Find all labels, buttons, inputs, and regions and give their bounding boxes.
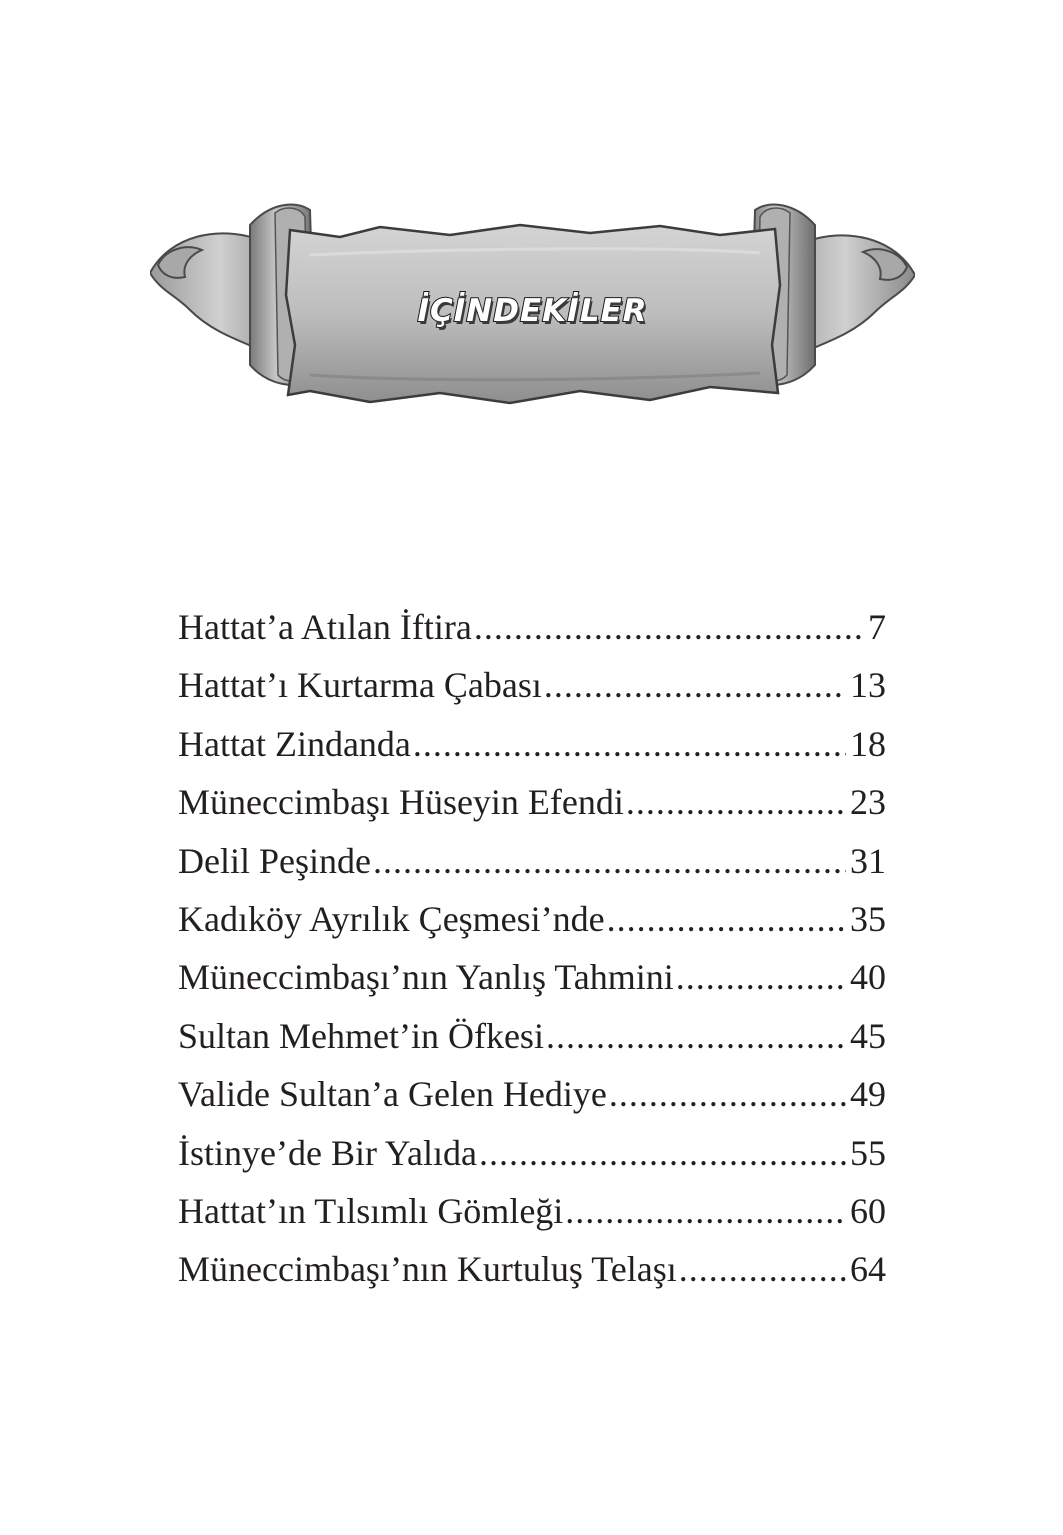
toc-entry-title: Hattat’a Atılan İftira bbox=[178, 607, 472, 647]
toc-leader-dots bbox=[479, 1124, 846, 1182]
toc-entry-title: Hattat Zindanda bbox=[178, 723, 411, 764]
toc-leader-dots bbox=[474, 598, 864, 656]
table-of-contents bbox=[178, 598, 886, 1299]
toc-entry bbox=[178, 1240, 886, 1298]
toc-entry-title: Delil Peşinde bbox=[178, 840, 371, 881]
toc-entry-page: 18 bbox=[850, 723, 886, 764]
toc-entry-title: Müneccimbaşı’nın Kurtuluş Telaşı bbox=[178, 1249, 677, 1290]
toc-leader-dots bbox=[373, 832, 846, 890]
toc-entry bbox=[178, 1007, 886, 1065]
toc-leader-dots bbox=[544, 656, 846, 714]
page-title: İÇİNDEKİLER bbox=[417, 293, 648, 329]
toc-leader-dots bbox=[626, 773, 846, 831]
toc-entry bbox=[178, 1065, 886, 1123]
toc-entry-title: Hattat’ı Kurtarma Çabası bbox=[178, 665, 542, 706]
toc-entry bbox=[178, 656, 886, 714]
toc-entry bbox=[178, 890, 886, 948]
scroll-banner bbox=[150, 195, 915, 415]
toc-leader-dots bbox=[565, 1182, 846, 1240]
toc-entry-page: 64 bbox=[850, 1249, 886, 1290]
toc-entry-page: 7 bbox=[868, 607, 886, 647]
toc-leader-dots bbox=[546, 1007, 846, 1065]
toc-entry bbox=[178, 1124, 886, 1182]
toc-leader-dots bbox=[413, 715, 846, 773]
toc-leader-dots bbox=[607, 890, 846, 948]
toc-entry-title: Müneccimbaşı’nın Yanlış Tahmini bbox=[178, 957, 674, 998]
toc-entry-page: 45 bbox=[850, 1015, 886, 1056]
toc-leader-dots bbox=[609, 1065, 846, 1123]
toc-entry-title: Sultan Mehmet’in Öfkesi bbox=[178, 1015, 544, 1056]
toc-leader-dots bbox=[676, 948, 846, 1006]
toc-entry-title: Valide Sultan’a Gelen Hediye bbox=[178, 1074, 607, 1115]
toc-entry-page: 49 bbox=[850, 1074, 886, 1115]
toc-entry bbox=[178, 832, 886, 890]
toc-entry-title: Müneccimbaşı Hüseyin Efendi bbox=[178, 782, 624, 823]
toc-entry bbox=[178, 598, 886, 656]
toc-entry-page: 13 bbox=[850, 665, 886, 706]
toc-entry bbox=[178, 773, 886, 831]
toc-entry bbox=[178, 948, 886, 1006]
toc-entry-page: 40 bbox=[850, 957, 886, 998]
toc-entry-page: 23 bbox=[850, 782, 886, 823]
toc-entry bbox=[178, 715, 886, 773]
toc-entry-title: İstinye’de Bir Yalıda bbox=[178, 1132, 477, 1173]
toc-entry-title: Hattat’ın Tılsımlı Gömleği bbox=[178, 1190, 564, 1231]
toc-entry-title: Kadıköy Ayrılık Çeşmesi’nde bbox=[178, 898, 605, 939]
toc-entry-page: 60 bbox=[850, 1190, 886, 1231]
toc-entry-page: 35 bbox=[850, 898, 886, 939]
toc-entry bbox=[178, 1182, 886, 1240]
toc-entry-page: 55 bbox=[850, 1132, 886, 1173]
toc-leader-dots bbox=[679, 1240, 846, 1298]
toc-entry-page: 31 bbox=[850, 840, 886, 881]
